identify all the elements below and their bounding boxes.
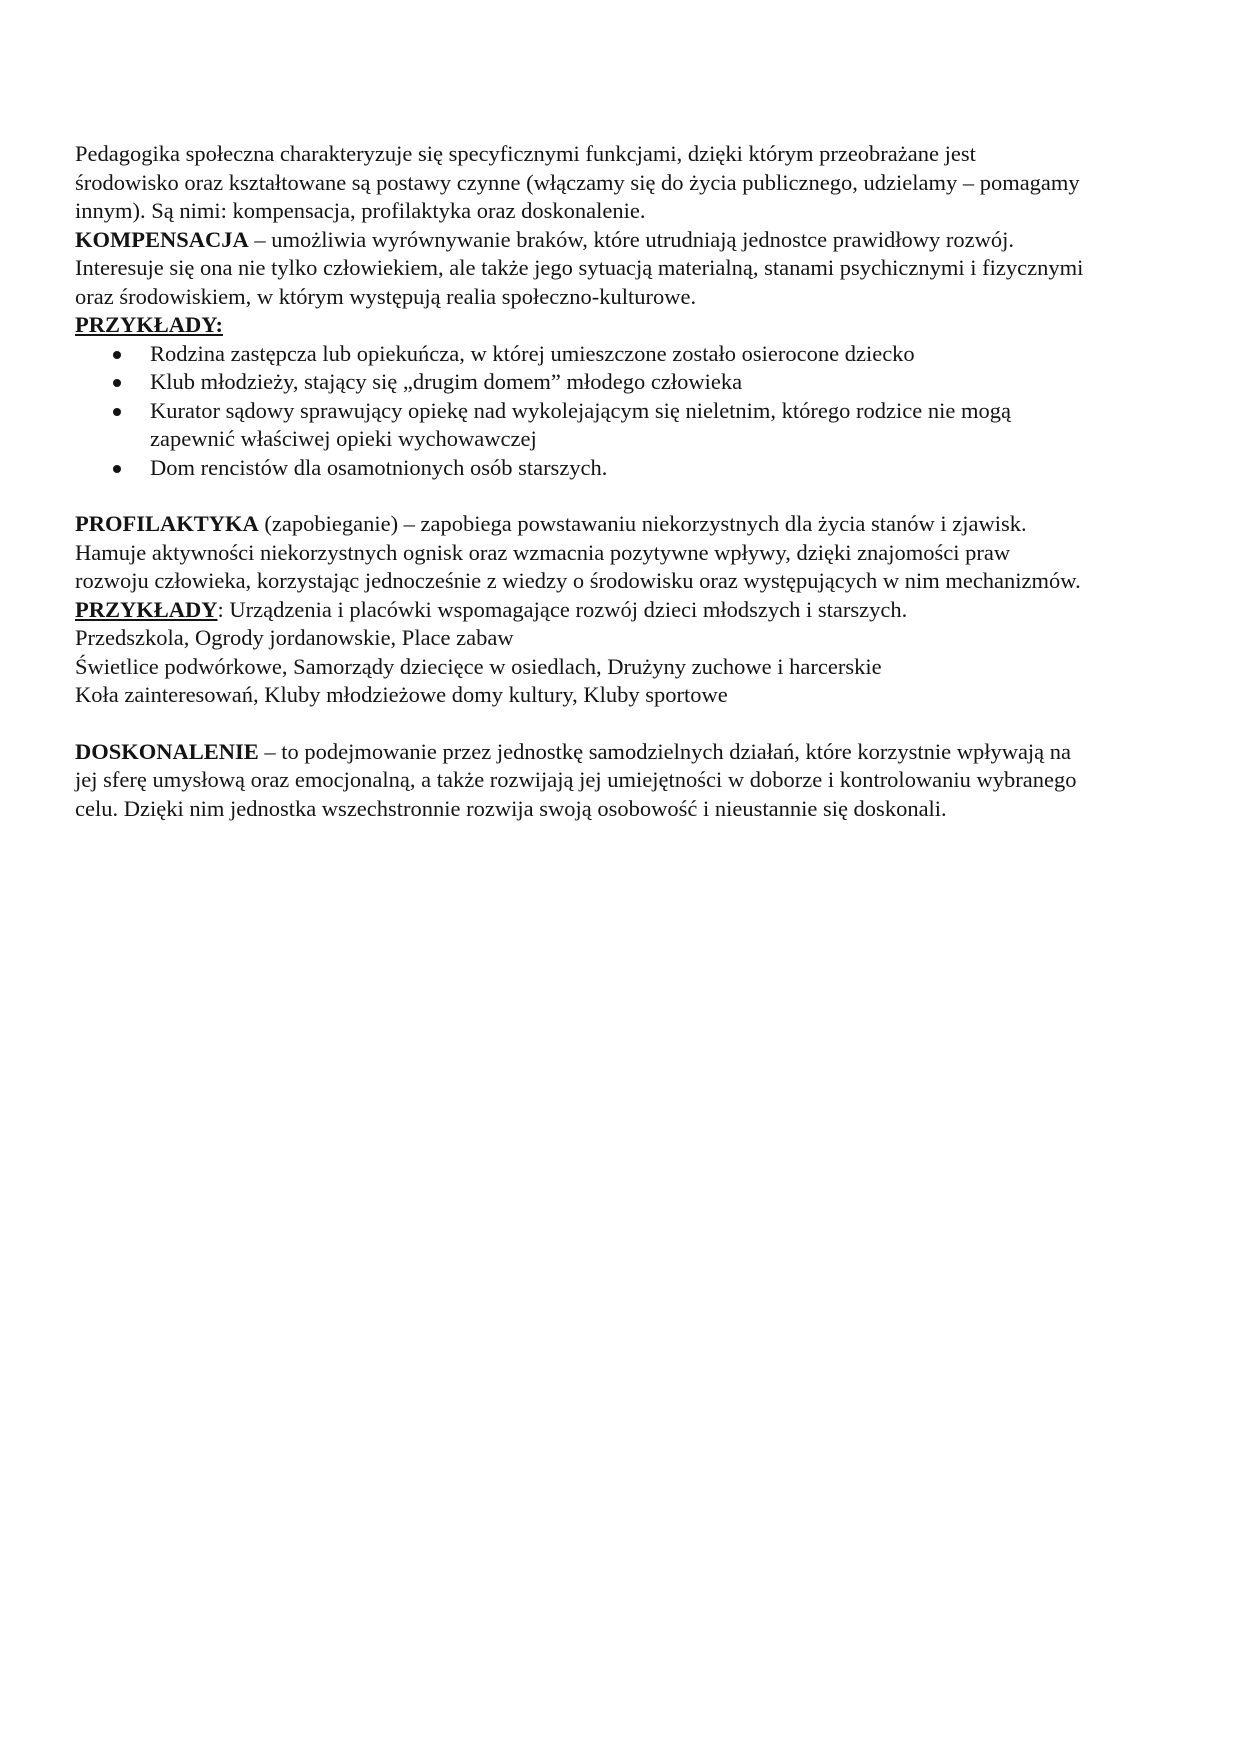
profilaktyka-line: Świetlice podwórkowe, Samorządy dziecięce w osiedlach, Drużyny zuchowe i harcerskie bbox=[75, 653, 882, 679]
bullet-icon bbox=[113, 408, 121, 416]
list-item bbox=[75, 368, 1085, 397]
profilaktyka-paragraph bbox=[75, 510, 1085, 596]
intro-paragraph: Pedagogika społeczna charakteryzuje się specyficznymi funkcjami, dzięki którym przeobrażane jest środowisko oraz kształtowane są postawy czynne (włączamy się do życia publicznego, udzielamy – pomagamy innym). Są nimi: kompensacja, profilaktyka oraz doskonalenie. bbox=[75, 141, 1080, 223]
paragraph-spacer bbox=[75, 482, 1085, 510]
kompensacja-term: KOMPENSACJA bbox=[75, 226, 249, 252]
list-item bbox=[75, 397, 1085, 454]
profilaktyka-definition: (zapobieganie) – zapobiega powstawaniu niekorzystnych dla życia stanów i zjawisk. Hamuje aktywności niekorzystnych ognisk oraz wzmacnia pozytywne wpływy, dzięki znajomości praw rozwoju człowieka, korzystając jednocześnie z wiedzy o środowisku oraz występujących w nim mechanizmów. bbox=[75, 511, 1081, 593]
profilaktyka-examples-heading: PRZYKŁADY bbox=[75, 596, 218, 622]
profilaktyka-line: Przedszkola, Ogrody jordanowskie, Place zabaw bbox=[75, 625, 514, 650]
doskonalenie-paragraph bbox=[75, 738, 1085, 824]
profilaktyka-term: PROFILAKTYKA bbox=[75, 511, 259, 536]
profilaktyka-examples-line bbox=[75, 596, 1085, 625]
profilaktyka-line: Koła zainteresowań, Kluby młodzieżowe domy kultury, Kluby sportowe bbox=[75, 682, 728, 707]
list-item-text: Dom rencistów dla osamotnionych osób starszych. bbox=[150, 454, 608, 480]
kompensacja-examples-heading: PRZYKŁADY: bbox=[75, 312, 223, 337]
bullet-icon bbox=[113, 379, 121, 387]
list-item bbox=[75, 454, 1085, 483]
document-page bbox=[75, 140, 1085, 823]
list-item bbox=[75, 340, 1085, 369]
kompensacja-definition: – umożliwia wyrównywanie braków, które utrudniają jednostce prawidłowy rozwój. Interesuje się ona nie tylko człowiekiem, ale także jego sytuacją materialną, stanami psychicznymi i fizycznymi oraz środowiskiem, w którym występują realia społeczno-kulturowe. bbox=[75, 226, 1084, 309]
bullet-icon bbox=[113, 351, 121, 359]
kompensacja-examples-list bbox=[75, 340, 1085, 483]
profilaktyka-examples-text: : Urządzenia i placówki wspomagające rozwój dzieci młodszych i starszych. bbox=[217, 596, 908, 622]
list-item-text: Rodzina zastępcza lub opiekuńcza, w której umieszczone zostało osierocone dziecko bbox=[150, 340, 915, 366]
paragraph-spacer bbox=[75, 710, 1085, 738]
kompensacja-paragraph bbox=[75, 226, 1085, 312]
list-item-text: Kurator sądowy sprawujący opiekę nad wykolejającym się nieletnim, którego rodzice nie mogą zapewnić właściwej opieki wychowawczej bbox=[150, 397, 1011, 451]
doskonalenie-term: DOSKONALENIE bbox=[75, 738, 259, 764]
list-item-text: Klub młodzieży, stający się „drugim domem” młodego człowieka bbox=[150, 369, 743, 394]
bullet-icon bbox=[113, 465, 121, 473]
doskonalenie-definition: – to podejmowanie przez jednostkę samodzielnych działań, które korzystnie wpływają na jej sferę umysłową oraz emocjonalną, a także rozwijają jej umiejętności w doborze i kontrolowaniu wybranego celu. Dzięki nim jednostka wszechstronnie rozwija swoją osobowość i nieustannie się doskonali. bbox=[75, 738, 1077, 821]
